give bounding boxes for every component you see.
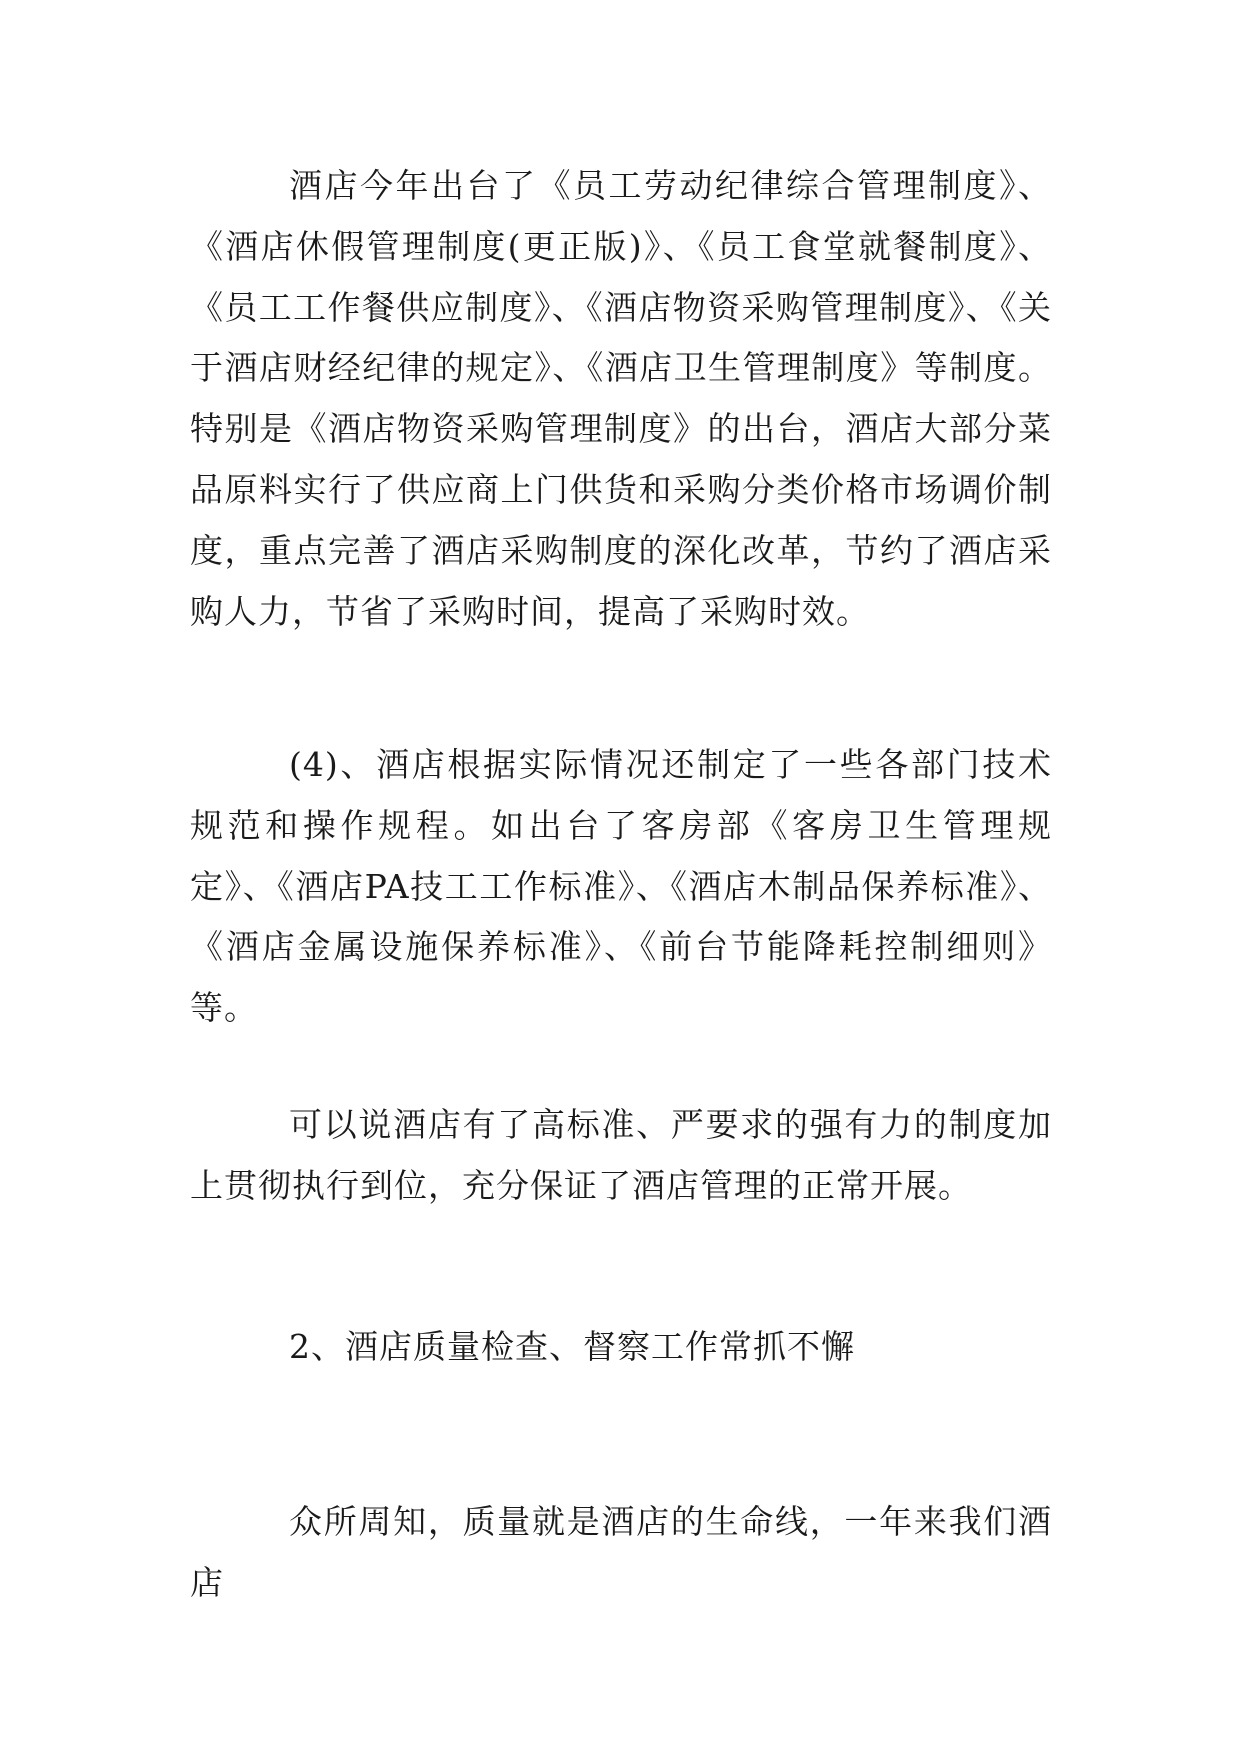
section-heading-quality-inspection: 2、酒店质量检查、督察工作常抓不懈 [289, 1327, 855, 1366]
paragraph-management-summary: 可以说酒店有了高标准、严要求的强有力的制度加上贯彻执行到位，充分保证了酒店管理的正常开展。 [190, 1105, 1052, 1205]
paragraph-technical-standards: (4)、酒店根据实际情况还制定了一些各部门技术规范和操作规程。如出台了客房部《客房卫生管理规定》、《酒店PA技工工作标准》、《酒店木制品保养标准》、《酒店金属设施保养标准》、《前台节能降耗控制细则》等。 [190, 745, 1052, 1028]
paragraph-procurement-regulations: 酒店今年出台了《员工劳动纪律综合管理制度》、《酒店休假管理制度(更正版)》、《员工食堂就餐制度》、《员工工作餐供应制度》、《酒店物资采购管理制度》、《关于酒店财经纪律的规定》、《酒店卫生管理制度》等制度。特别是《酒店物资采购管理制度》的出台，酒店大部分菜品原料实行了供应商上门供货和采购分类价格市场调价制度，重点完善了酒店采购制度的深化改革，节约了酒店采购人力，节省了采购时间，提高了采购时效。 [190, 166, 1052, 631]
paragraph-quality-lifeline: 众所周知，质量就是酒店的生命线，一年来我们酒店 [190, 1502, 1052, 1602]
